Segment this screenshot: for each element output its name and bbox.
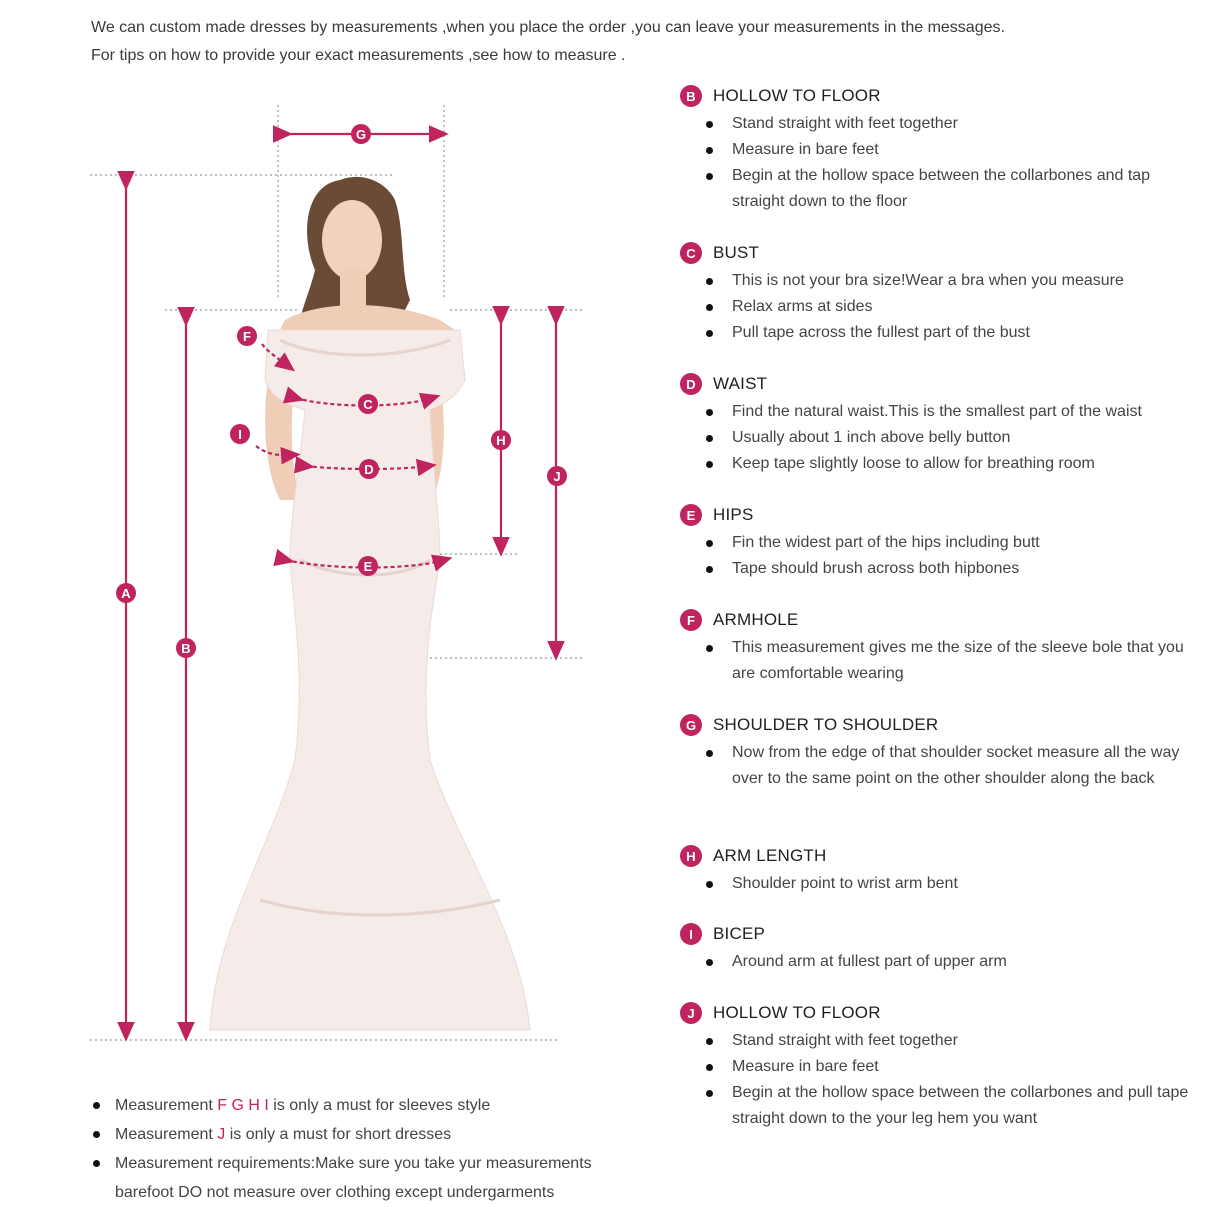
instruction-g (680, 714, 1190, 792)
label-i (230, 424, 250, 444)
svg-text:A: A (121, 586, 131, 601)
instruction-bullet: Measure in bare feet (680, 137, 1190, 163)
label-b (176, 638, 196, 658)
instruction-title: ARMHOLE (713, 610, 799, 629)
instruction-title: ARM LENGTH (713, 846, 827, 865)
instruction-title: HOLLOW TO FLOOR (713, 86, 881, 105)
badge-h: H (680, 845, 702, 867)
instruction-b (680, 85, 1190, 215)
model-illustration (210, 177, 530, 1030)
instruction-bullet: Fin the widest part of the hips including butt (680, 530, 1190, 556)
label-a (116, 583, 136, 603)
badge-c: C (680, 242, 702, 264)
instruction-bullet: Usually about 1 inch above belly button (680, 425, 1190, 451)
instruction-bullet: Relax arms at sides (680, 294, 1190, 320)
svg-text:B: B (181, 641, 191, 656)
svg-text:D: D (364, 462, 374, 477)
note-requirements: Measurement requirements:Make sure you take yur measurements barefoot DO not measure over clothing except undergarments (90, 1149, 630, 1207)
label-j (547, 466, 567, 486)
svg-text:I: I (238, 427, 242, 442)
instruction-bullet: Stand straight with feet together (680, 111, 1190, 137)
badge-g: G (680, 714, 702, 736)
svg-text:J: J (553, 469, 561, 484)
label-h (491, 430, 511, 450)
measurement-notes (90, 1091, 630, 1207)
dress-shape (210, 330, 530, 1030)
svg-text:E: E (363, 559, 373, 574)
svg-text:F: F (243, 329, 251, 344)
instruction-title: HOLLOW TO FLOOR (713, 1003, 881, 1022)
svg-text:G: G (355, 127, 367, 142)
label-f (237, 326, 257, 346)
badge-b: B (680, 85, 702, 107)
badge-e: E (680, 504, 702, 526)
instruction-bullet: Begin at the hollow space between the collarbones and pull tape straight down to the your leg hem you want (680, 1080, 1190, 1132)
instruction-e (680, 504, 1190, 582)
instruction-bullet: Begin at the hollow space between the collarbones and tap straight down to the floor (680, 163, 1190, 215)
instruction-title: BUST (713, 243, 760, 262)
label-c (358, 394, 378, 414)
svg-text:H: H (496, 433, 506, 448)
svg-text:C: C (363, 397, 373, 412)
instruction-bullet: Keep tape slightly loose to allow for breathing room (680, 451, 1190, 477)
badge-d: D (680, 373, 702, 395)
intro-line-2: For tips on how to provide your exact measurements ,see how to measure . (91, 47, 626, 64)
label-g (351, 124, 371, 144)
instruction-bullet: This is not your bra size!Wear a bra when you measure (680, 268, 1190, 294)
instruction-d (680, 373, 1190, 477)
instruction-bullet: Find the natural waist.This is the smallest part of the waist (680, 399, 1190, 425)
badge-j: J (680, 1002, 702, 1024)
neck-shape (340, 270, 366, 310)
note-sleeves: Measurement F G H I is only a must for sleeves style (90, 1091, 630, 1120)
instruction-title: SHOULDER TO SHOULDER (713, 715, 939, 734)
dress-diagram (0, 0, 640, 1090)
intro-line-1: We can custom made dresses by measurements ,when you place the order ,you can leave your measurements in the messages. (91, 19, 1005, 36)
instruction-title: HIPS (713, 505, 754, 524)
face-shape (322, 200, 382, 280)
instruction-c (680, 242, 1190, 346)
instruction-bullet: Stand straight with feet together (680, 1028, 1190, 1054)
label-d (359, 459, 379, 479)
instruction-j (680, 1002, 1190, 1132)
label-e (358, 556, 378, 576)
note-short-dresses: Measurement J is only a must for short dresses (90, 1120, 630, 1149)
instruction-bullet: Pull tape across the fullest part of the bust (680, 320, 1190, 346)
badge-f: F (680, 609, 702, 631)
instruction-i (680, 923, 1190, 975)
instruction-bullet: Around arm at fullest part of upper arm (680, 949, 1190, 975)
instruction-h (680, 845, 1190, 897)
instruction-bullet: Measure in bare feet (680, 1054, 1190, 1080)
instruction-title: WAIST (713, 374, 768, 393)
badge-i: I (680, 923, 702, 945)
instruction-bullet: Tape should brush across both hipbones (680, 556, 1190, 582)
instruction-bullet: Now from the edge of that shoulder socket measure all the way over to the same point on the other shoulder along the back (680, 740, 1190, 792)
instruction-bullet: Shoulder point to wrist arm bent (680, 871, 1190, 897)
instruction-bullet: This measurement gives me the size of the sleeve bole that you are comfortable wearing (680, 635, 1190, 687)
instruction-title: BICEP (713, 924, 766, 943)
instruction-f (680, 609, 1190, 687)
